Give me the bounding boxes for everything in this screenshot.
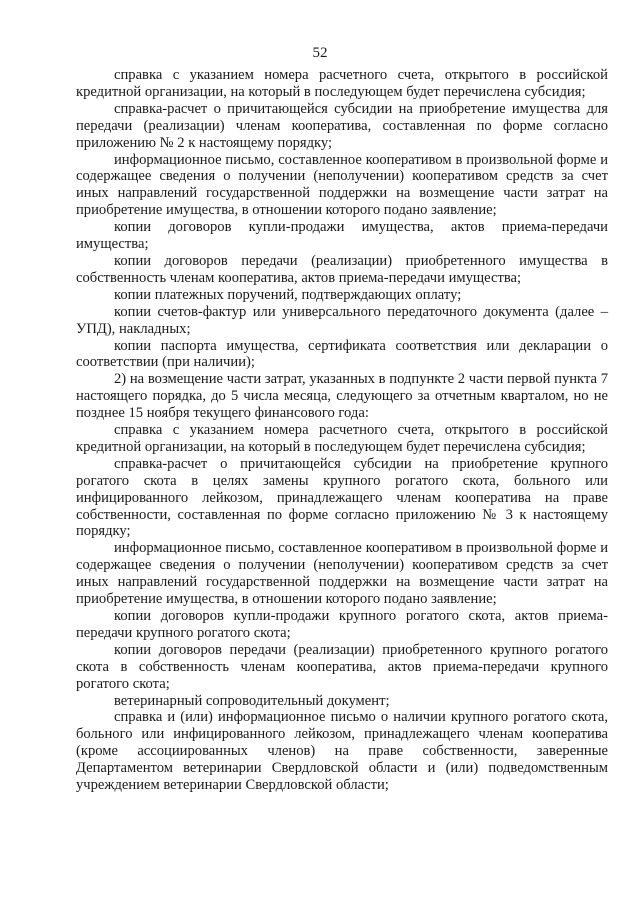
page-number: 52 — [312, 45, 328, 61]
paragraph: информационное письмо, составленное кооперативом в произвольной форме и содержащее сведения о получении (неполучении) кооперативом средств за счет иных направлений государственной поддержки на возмещение части затрат на приобретение имущества, в отношении которого подано заявление; — [76, 540, 608, 608]
paragraph: копии паспорта имущества, сертификата соответствия или декларации о соответствии (при наличии); — [76, 337, 608, 371]
paragraph: справка и (или) информационное письмо о наличии крупного рогатого скота, больного или инфицированного лейкозом, принадлежащего членам кооператива (кроме ассоциированных членов) на праве собственности, заверенные Департаментом ветеринарии Свердловской области и (или) подведомственным учреждением ветеринарии Свердловской области; — [76, 709, 608, 794]
paragraph: справка с указанием номера расчетного счета, открытого в российской кредитной организации, на который в последующем будет перечислена субсидия; — [76, 422, 608, 455]
paragraph: копии договоров купли-продажи крупного рогатого скота, актов приема-передачи крупного рогатого скота; — [76, 608, 608, 641]
paragraph: копии договоров передачи (реализации) приобретенного крупного рогатого скота в собственность членам кооператива, актов приема-передачи крупного рогатого скота; — [76, 641, 608, 692]
paragraph: справка с указанием номера расчетного счета, открытого в российской кредитной организации, на который в последующем будет перечислена субсидия; — [76, 67, 608, 100]
paragraph: справка-расчет о причитающейся субсидии на приобретение крупного рогатого скота в целях замены крупного рогатого скота, больного или инфицированного лейкозом, принадлежащего членам кооператива на праве собственности, составленная по форме согласно приложению № 3 к настоящему порядку; — [76, 455, 608, 540]
paragraph: ветеринарный сопроводительный документ; — [114, 692, 390, 709]
paragraph: справка-расчет о причитающейся субсидии на приобретение имущества для передачи (реализации) членам кооператива, составленная по форме согласно приложению № 2 к настоящему порядку; — [76, 100, 608, 151]
document-body — [76, 67, 608, 794]
paragraph: информационное письмо, составленное кооперативом в произвольной форме и содержащее сведения о получении (неполучении) кооперативом средств за счет иных направлений государственной поддержки на возмещение части затрат на приобретение имущества, в отношении которого подано заявление; — [76, 151, 608, 219]
paragraph: копии платежных поручений, подтверждающих оплату; — [114, 286, 462, 303]
paragraph: 2) на возмещение части затрат, указанных в подпункте 2 части первой пункта 7 настоящего порядка, до 5 числа месяца, следующего за отчетным кварталом, но не позднее 15 ноября текущего финансового года: — [76, 371, 608, 422]
paragraph: копии договоров передачи (реализации) приобретенного имущества в собственность членам кооператива, актов приема-передачи имущества; — [76, 252, 608, 286]
paragraph: копии договоров купли-продажи имущества, актов приема-передачи имущества; — [76, 219, 608, 253]
paragraph: копии счетов-фактур или универсального передаточного документа (далее – УПД), накладных; — [76, 303, 608, 337]
